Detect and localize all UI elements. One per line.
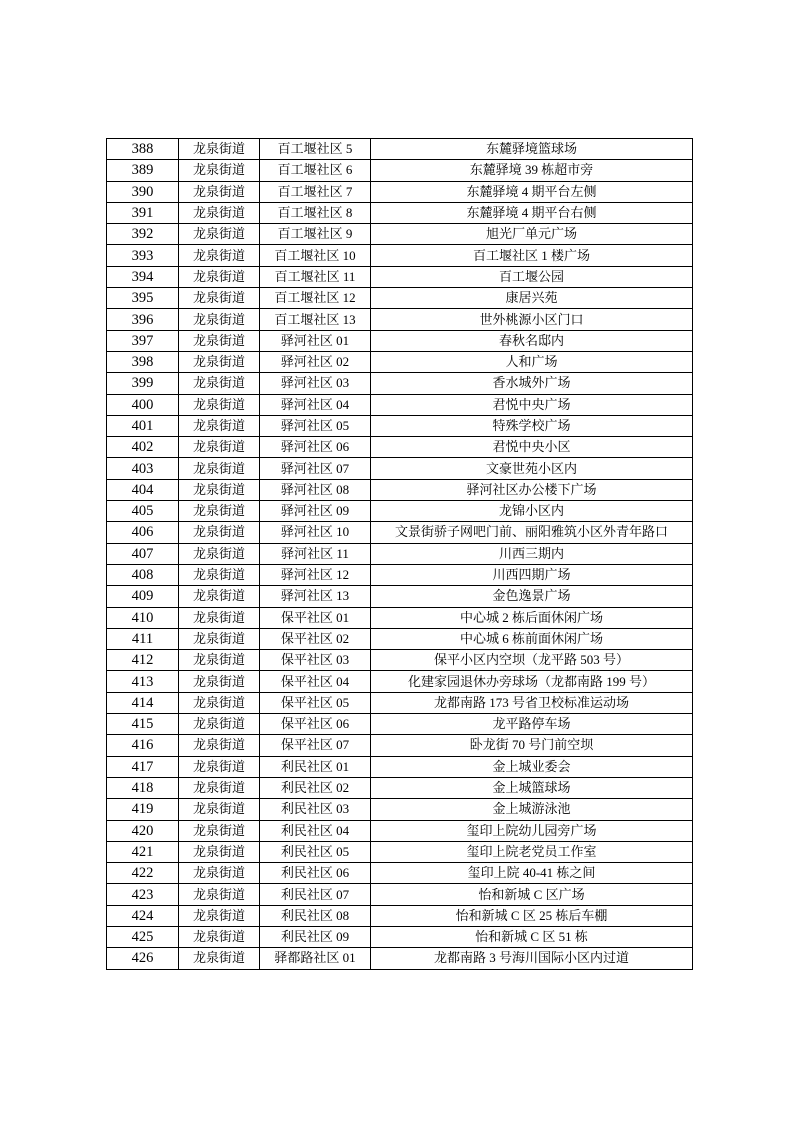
row-number-cell: 408	[107, 564, 179, 585]
street-name-cell: 龙泉街道	[179, 202, 260, 223]
row-number-cell: 393	[107, 245, 179, 266]
table-row	[107, 692, 693, 713]
street-name-cell: 龙泉街道	[179, 437, 260, 458]
location-name-cell: 文豪世苑小区内	[371, 458, 693, 479]
street-name-cell: 龙泉街道	[179, 139, 260, 160]
community-point-cell: 驿河社区 10	[260, 522, 371, 543]
location-name-cell: 保平小区内空坝（龙平路 503 号）	[371, 650, 693, 671]
community-point-cell: 驿河社区 05	[260, 415, 371, 436]
row-number-cell: 405	[107, 501, 179, 522]
row-number-cell: 402	[107, 437, 179, 458]
table-row	[107, 564, 693, 585]
location-name-cell: 川西三期内	[371, 543, 693, 564]
street-name-cell: 龙泉街道	[179, 458, 260, 479]
location-name-cell: 东麓驿境 4 期平台左侧	[371, 181, 693, 202]
location-name-cell: 世外桃源小区门口	[371, 309, 693, 330]
row-number-cell: 413	[107, 671, 179, 692]
row-number-cell: 409	[107, 586, 179, 607]
street-name-cell: 龙泉街道	[179, 863, 260, 884]
table-row	[107, 607, 693, 628]
row-number-cell: 415	[107, 714, 179, 735]
row-number-cell: 395	[107, 288, 179, 309]
street-name-cell: 龙泉街道	[179, 309, 260, 330]
street-name-cell: 龙泉街道	[179, 224, 260, 245]
community-point-cell: 驿河社区 11	[260, 543, 371, 564]
row-number-cell: 404	[107, 479, 179, 500]
community-point-cell: 利民社区 05	[260, 841, 371, 862]
row-number-cell: 397	[107, 330, 179, 351]
location-name-cell: 春秋名邸内	[371, 330, 693, 351]
location-name-cell: 龙都南路 173 号省卫校标准运动场	[371, 692, 693, 713]
table-row	[107, 245, 693, 266]
location-name-cell: 卧龙街 70 号门前空坝	[371, 735, 693, 756]
street-name-cell: 龙泉街道	[179, 160, 260, 181]
street-name-cell: 龙泉街道	[179, 351, 260, 372]
table-row	[107, 501, 693, 522]
table-row	[107, 266, 693, 287]
community-point-cell: 驿河社区 01	[260, 330, 371, 351]
row-number-cell: 391	[107, 202, 179, 223]
table-row	[107, 330, 693, 351]
row-number-cell: 416	[107, 735, 179, 756]
table-row	[107, 884, 693, 905]
street-name-cell: 龙泉街道	[179, 777, 260, 798]
row-number-cell: 423	[107, 884, 179, 905]
table-row	[107, 415, 693, 436]
location-name-cell: 金上城业委会	[371, 756, 693, 777]
community-point-cell: 百工堰社区 10	[260, 245, 371, 266]
community-point-cell: 驿河社区 04	[260, 394, 371, 415]
community-point-cell: 保平社区 06	[260, 714, 371, 735]
street-name-cell: 龙泉街道	[179, 181, 260, 202]
location-name-cell: 玺印上院幼儿园旁广场	[371, 820, 693, 841]
street-name-cell: 龙泉街道	[179, 607, 260, 628]
table-row	[107, 586, 693, 607]
community-point-cell: 百工堰社区 13	[260, 309, 371, 330]
table-row	[107, 160, 693, 181]
street-name-cell: 龙泉街道	[179, 628, 260, 649]
community-point-cell: 百工堰社区 5	[260, 139, 371, 160]
community-point-cell: 保平社区 01	[260, 607, 371, 628]
location-name-cell: 东麓驿境篮球场	[371, 139, 693, 160]
table-row	[107, 948, 693, 969]
location-name-cell: 中心城 2 栋后面休闲广场	[371, 607, 693, 628]
row-number-cell: 398	[107, 351, 179, 372]
community-point-cell: 百工堰社区 9	[260, 224, 371, 245]
community-point-cell: 驿都路社区 01	[260, 948, 371, 969]
community-point-cell: 驿河社区 02	[260, 351, 371, 372]
location-name-cell: 康居兴苑	[371, 288, 693, 309]
community-point-cell: 驿河社区 12	[260, 564, 371, 585]
street-name-cell: 龙泉街道	[179, 415, 260, 436]
table-row	[107, 841, 693, 862]
street-name-cell: 龙泉街道	[179, 564, 260, 585]
location-name-cell: 东麓驿境 4 期平台右侧	[371, 202, 693, 223]
location-name-cell: 东麓驿境 39 栋超市旁	[371, 160, 693, 181]
table-row	[107, 756, 693, 777]
location-name-cell: 玺印上院 40-41 栋之间	[371, 863, 693, 884]
street-name-cell: 龙泉街道	[179, 650, 260, 671]
community-point-cell: 利民社区 08	[260, 905, 371, 926]
row-number-cell: 421	[107, 841, 179, 862]
row-number-cell: 403	[107, 458, 179, 479]
location-name-cell: 中心城 6 栋前面休闲广场	[371, 628, 693, 649]
community-point-cell: 百工堰社区 7	[260, 181, 371, 202]
location-name-cell: 龙锦小区内	[371, 501, 693, 522]
table-row	[107, 650, 693, 671]
location-name-cell: 人和广场	[371, 351, 693, 372]
community-point-cell: 利民社区 01	[260, 756, 371, 777]
community-point-cell: 百工堰社区 11	[260, 266, 371, 287]
table-row	[107, 905, 693, 926]
location-name-cell: 龙都南路 3 号海川国际小区内过道	[371, 948, 693, 969]
street-name-cell: 龙泉街道	[179, 714, 260, 735]
document-page	[106, 138, 692, 970]
table-row	[107, 373, 693, 394]
table-row	[107, 522, 693, 543]
street-name-cell: 龙泉街道	[179, 479, 260, 500]
row-number-cell: 419	[107, 799, 179, 820]
table-row	[107, 671, 693, 692]
table-row	[107, 820, 693, 841]
street-name-cell: 龙泉街道	[179, 799, 260, 820]
community-point-cell: 百工堰社区 8	[260, 202, 371, 223]
community-point-cell: 保平社区 07	[260, 735, 371, 756]
location-name-cell: 君悦中央广场	[371, 394, 693, 415]
location-name-cell: 金上城篮球场	[371, 777, 693, 798]
row-number-cell: 420	[107, 820, 179, 841]
street-name-cell: 龙泉街道	[179, 926, 260, 947]
table-row	[107, 543, 693, 564]
location-name-cell: 百工堰公园	[371, 266, 693, 287]
table-row	[107, 309, 693, 330]
community-point-cell: 利民社区 07	[260, 884, 371, 905]
table-row	[107, 288, 693, 309]
row-number-cell: 392	[107, 224, 179, 245]
row-number-cell: 399	[107, 373, 179, 394]
row-number-cell: 400	[107, 394, 179, 415]
row-number-cell: 412	[107, 650, 179, 671]
table-row	[107, 799, 693, 820]
row-number-cell: 390	[107, 181, 179, 202]
location-name-cell: 驿河社区办公楼下广场	[371, 479, 693, 500]
community-point-cell: 利民社区 09	[260, 926, 371, 947]
street-name-cell: 龙泉街道	[179, 266, 260, 287]
row-number-cell: 425	[107, 926, 179, 947]
street-name-cell: 龙泉街道	[179, 330, 260, 351]
community-point-cell: 保平社区 03	[260, 650, 371, 671]
community-point-cell: 驿河社区 03	[260, 373, 371, 394]
street-name-cell: 龙泉街道	[179, 586, 260, 607]
location-name-cell: 川西四期广场	[371, 564, 693, 585]
community-point-cell: 驿河社区 06	[260, 437, 371, 458]
street-name-cell: 龙泉街道	[179, 501, 260, 522]
location-name-cell: 金色逸景广场	[371, 586, 693, 607]
street-name-cell: 龙泉街道	[179, 692, 260, 713]
community-point-cell: 驿河社区 07	[260, 458, 371, 479]
row-number-cell: 410	[107, 607, 179, 628]
row-number-cell: 389	[107, 160, 179, 181]
street-name-cell: 龙泉街道	[179, 820, 260, 841]
street-name-cell: 龙泉街道	[179, 671, 260, 692]
table-row	[107, 351, 693, 372]
street-name-cell: 龙泉街道	[179, 756, 260, 777]
row-number-cell: 396	[107, 309, 179, 330]
table-row	[107, 458, 693, 479]
location-name-cell: 金上城游泳池	[371, 799, 693, 820]
table-row	[107, 139, 693, 160]
table-row	[107, 863, 693, 884]
community-point-cell: 利民社区 03	[260, 799, 371, 820]
community-point-cell: 驿河社区 08	[260, 479, 371, 500]
location-table	[106, 138, 693, 970]
street-name-cell: 龙泉街道	[179, 522, 260, 543]
table-row	[107, 437, 693, 458]
community-point-cell: 保平社区 05	[260, 692, 371, 713]
row-number-cell: 422	[107, 863, 179, 884]
row-number-cell: 401	[107, 415, 179, 436]
community-point-cell: 利民社区 04	[260, 820, 371, 841]
street-name-cell: 龙泉街道	[179, 735, 260, 756]
street-name-cell: 龙泉街道	[179, 245, 260, 266]
table-body	[107, 139, 693, 970]
row-number-cell: 426	[107, 948, 179, 969]
row-number-cell: 394	[107, 266, 179, 287]
table-row	[107, 628, 693, 649]
location-name-cell: 怡和新城 C 区 51 栋	[371, 926, 693, 947]
community-point-cell: 利民社区 02	[260, 777, 371, 798]
location-name-cell: 香水城外广场	[371, 373, 693, 394]
table-row	[107, 202, 693, 223]
street-name-cell: 龙泉街道	[179, 394, 260, 415]
table-row	[107, 777, 693, 798]
location-name-cell: 特殊学校广场	[371, 415, 693, 436]
location-name-cell: 怡和新城 C 区 25 栋后车棚	[371, 905, 693, 926]
row-number-cell: 411	[107, 628, 179, 649]
row-number-cell: 414	[107, 692, 179, 713]
location-name-cell: 君悦中央小区	[371, 437, 693, 458]
community-point-cell: 百工堰社区 12	[260, 288, 371, 309]
location-name-cell: 文景街骄子网吧门前、丽阳雅筑小区外青年路口	[371, 522, 693, 543]
table-row	[107, 479, 693, 500]
community-point-cell: 利民社区 06	[260, 863, 371, 884]
row-number-cell: 418	[107, 777, 179, 798]
location-name-cell: 化建家园退休办旁球场（龙都南路 199 号）	[371, 671, 693, 692]
table-row	[107, 926, 693, 947]
location-name-cell: 龙平路停车场	[371, 714, 693, 735]
location-name-cell: 怡和新城 C 区广场	[371, 884, 693, 905]
row-number-cell: 407	[107, 543, 179, 564]
row-number-cell: 388	[107, 139, 179, 160]
community-point-cell: 百工堰社区 6	[260, 160, 371, 181]
row-number-cell: 424	[107, 905, 179, 926]
community-point-cell: 保平社区 04	[260, 671, 371, 692]
street-name-cell: 龙泉街道	[179, 841, 260, 862]
location-name-cell: 玺印上院老党员工作室	[371, 841, 693, 862]
street-name-cell: 龙泉街道	[179, 884, 260, 905]
table-row	[107, 224, 693, 245]
row-number-cell: 406	[107, 522, 179, 543]
street-name-cell: 龙泉街道	[179, 543, 260, 564]
location-name-cell: 百工堰社区 1 楼广场	[371, 245, 693, 266]
street-name-cell: 龙泉街道	[179, 373, 260, 394]
row-number-cell: 417	[107, 756, 179, 777]
table-row	[107, 181, 693, 202]
table-row	[107, 394, 693, 415]
community-point-cell: 驿河社区 13	[260, 586, 371, 607]
community-point-cell: 保平社区 02	[260, 628, 371, 649]
street-name-cell: 龙泉街道	[179, 288, 260, 309]
table-row	[107, 735, 693, 756]
location-name-cell: 旭光厂单元广场	[371, 224, 693, 245]
community-point-cell: 驿河社区 09	[260, 501, 371, 522]
table-row	[107, 714, 693, 735]
street-name-cell: 龙泉街道	[179, 905, 260, 926]
street-name-cell: 龙泉街道	[179, 948, 260, 969]
